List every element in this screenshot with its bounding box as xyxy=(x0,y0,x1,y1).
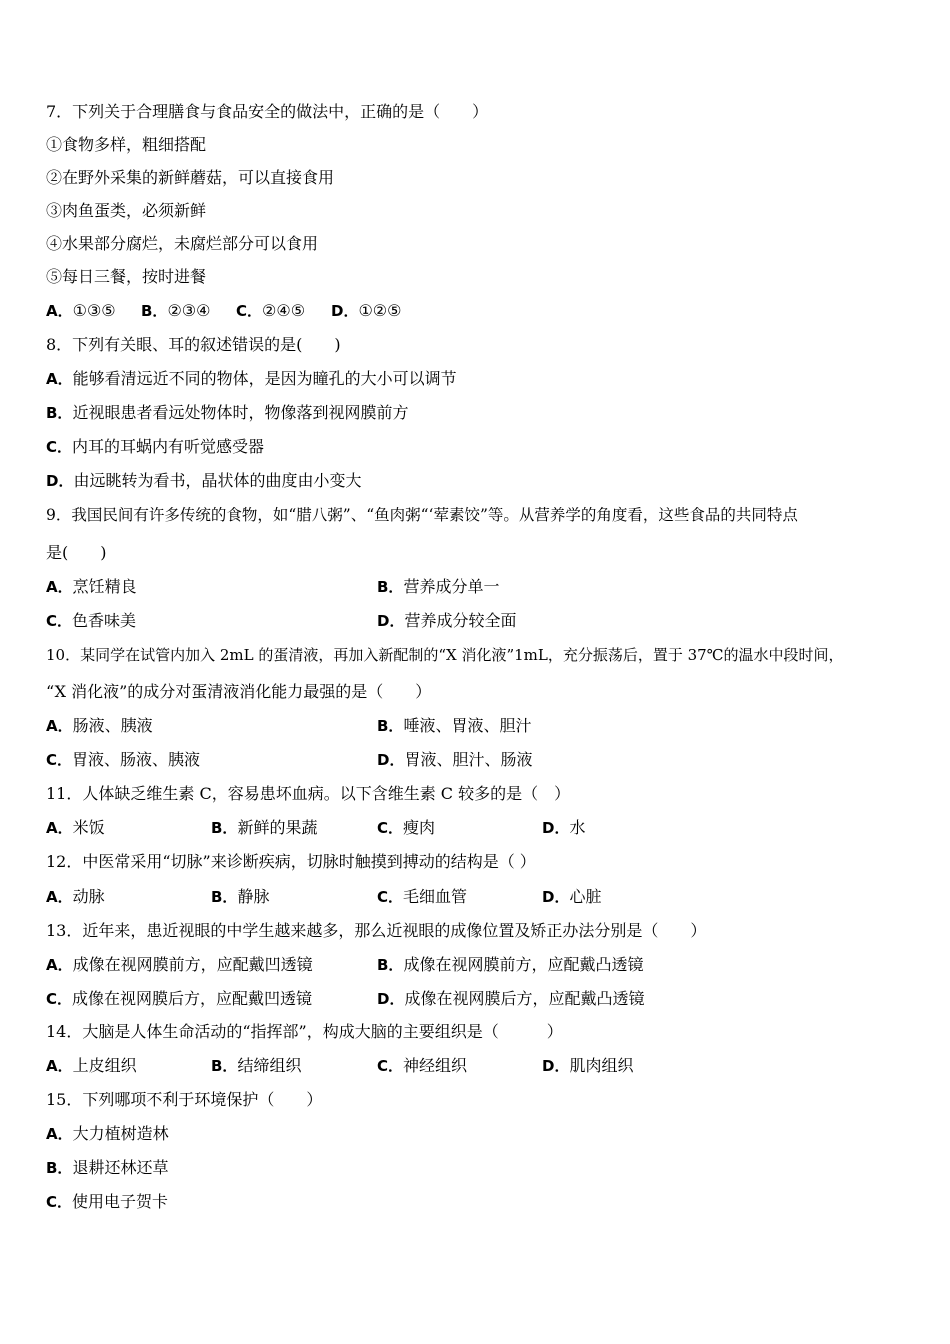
option-text: 大力植树造林 xyxy=(72,1124,169,1143)
q11-option-a xyxy=(46,818,105,838)
option-label: B． xyxy=(141,302,168,320)
q12-stem: 12．中医常采用“切脉”来诊断疾病，切脉时触摸到搏动的结构是（ ） xyxy=(46,852,536,871)
q10-option-c xyxy=(46,750,200,770)
q8-option-b xyxy=(46,403,408,423)
q7-item-2: ②在野外采集的新鲜蘑菇，可以直接食用 xyxy=(46,168,335,187)
option-label: C． xyxy=(46,1193,73,1211)
q8-option-d xyxy=(46,471,361,491)
option-label: D． xyxy=(377,990,405,1008)
q10-option-a xyxy=(46,716,153,736)
q7-option-b xyxy=(141,301,210,321)
q10-stem-line1: 10．某同学在试管内加入 2mL 的蛋清液，再加入新配制的“X 消化液”1mL，充分振荡后，置于 37℃的温水中段时间， xyxy=(46,646,844,664)
option-text: 烹饪精良 xyxy=(72,577,137,596)
option-label: B． xyxy=(211,1057,238,1075)
q12-option-d xyxy=(542,887,601,907)
option-text: 使用电子贺卡 xyxy=(72,1192,169,1211)
option-label: A． xyxy=(46,370,73,388)
option-text: 结缔组织 xyxy=(237,1056,302,1075)
q7-stem: 7．下列关于合理膳食与食品安全的做法中，正确的是（ ） xyxy=(46,102,489,121)
option-label: C． xyxy=(46,990,73,1008)
option-text: 静脉 xyxy=(237,887,270,906)
option-text: 胃液、肠液、胰液 xyxy=(72,750,201,769)
q9-option-d xyxy=(377,611,516,631)
q7-option-d xyxy=(331,301,401,321)
q11-option-b xyxy=(211,818,317,838)
option-text: 内耳的耳蜗内有听觉感受器 xyxy=(72,437,265,456)
option-label: C． xyxy=(46,612,73,630)
option-text: 米饭 xyxy=(72,818,105,837)
option-label: A． xyxy=(46,819,73,837)
q8-option-a xyxy=(46,369,457,389)
option-label: C． xyxy=(377,819,404,837)
option-text: 能够看清远近不同的物体，是因为瞳孔的大小可以调节 xyxy=(72,369,457,388)
q8-option-c xyxy=(46,437,264,457)
q7-item-4: ④水果部分腐烂，未腐烂部分可以食用 xyxy=(46,234,319,253)
option-text: ①③⑤ xyxy=(72,301,116,320)
option-label: C． xyxy=(46,438,73,456)
q14-option-c xyxy=(377,1056,467,1076)
option-text: 心脏 xyxy=(569,887,602,906)
option-label: A． xyxy=(46,956,73,974)
option-text: 成像在视网膜后方，应配戴凹透镜 xyxy=(72,989,313,1008)
option-label: D． xyxy=(377,751,405,769)
q7-item-3: ③肉鱼蛋类，必须新鲜 xyxy=(46,201,207,220)
option-label: A． xyxy=(46,717,73,735)
option-label: C． xyxy=(377,1057,404,1075)
option-label: A． xyxy=(46,1125,73,1143)
q13-option-b xyxy=(377,955,643,975)
q15-option-c xyxy=(46,1192,168,1212)
q9-option-b xyxy=(377,577,499,597)
q14-stem: 14．大脑是人体生命活动的“指挥部”，构成大脑的主要组织是（ ） xyxy=(46,1022,563,1041)
q13-option-c xyxy=(46,989,312,1009)
q11-option-d xyxy=(542,818,585,838)
q9-stem-line2: 是( ) xyxy=(46,543,107,562)
q8-stem: 8．下列有关眼、耳的叙述错误的是( ) xyxy=(46,335,341,354)
option-label: B． xyxy=(211,888,238,906)
option-label: D． xyxy=(331,302,359,320)
q12-option-c xyxy=(377,887,467,907)
q9-option-a xyxy=(46,577,137,597)
option-label: C． xyxy=(236,302,263,320)
q15-option-a xyxy=(46,1124,169,1144)
q14-option-b xyxy=(211,1056,301,1076)
q11-stem: 11．人体缺乏维生素 C，容易患坏血病。以下含维生素 C 较多的是（ ） xyxy=(46,784,571,803)
option-text: 营养成分较全面 xyxy=(404,611,517,630)
option-text: 营养成分单一 xyxy=(403,577,500,596)
q14-option-d xyxy=(542,1056,633,1076)
option-label: A． xyxy=(46,302,73,320)
option-label: B． xyxy=(211,819,238,837)
option-text: 由远眺转为看书，晶状体的曲度由小变大 xyxy=(73,471,362,490)
q10-option-d xyxy=(377,750,532,770)
q7-option-a xyxy=(46,301,116,321)
q14-option-a xyxy=(46,1056,137,1076)
option-text: ②④⑤ xyxy=(262,301,306,320)
q7-item-1: ①食物多样，粗细搭配 xyxy=(46,135,207,154)
option-text: 毛细血管 xyxy=(403,887,468,906)
option-label: A． xyxy=(46,578,73,596)
option-label: A． xyxy=(46,1057,73,1075)
option-text: 色香味美 xyxy=(72,611,137,630)
option-text: 动脉 xyxy=(72,887,105,906)
option-label: B． xyxy=(377,717,404,735)
q7-option-c xyxy=(236,301,305,321)
q15-option-b xyxy=(46,1158,168,1178)
option-text: 成像在视网膜前方，应配戴凹透镜 xyxy=(72,955,313,974)
option-label: D． xyxy=(377,612,405,630)
option-text: 神经组织 xyxy=(403,1056,468,1075)
option-label: C． xyxy=(46,751,73,769)
option-label: D． xyxy=(46,472,74,490)
option-label: D． xyxy=(542,819,570,837)
q9-stem-line1: 9．我国民间有许多传统的食物，如“腊八粥”、“鱼肉粥“‘荤素饺”等。从营养学的角度看，这些食品的共同特点 xyxy=(46,506,798,524)
option-label: D． xyxy=(542,888,570,906)
q13-stem: 13．近年来，患近视眼的中学生越来越多，那么近视眼的成像位置及矫正办法分别是（ ） xyxy=(46,921,707,940)
q11-option-c xyxy=(377,818,435,838)
option-text: 唾液、胃液、胆汁 xyxy=(403,716,532,735)
option-label: D． xyxy=(542,1057,570,1075)
option-label: C． xyxy=(377,888,404,906)
q13-option-d xyxy=(377,989,644,1009)
option-text: 肠液、胰液 xyxy=(72,716,153,735)
option-label: B． xyxy=(46,404,73,422)
option-text: 新鲜的果蔬 xyxy=(237,818,318,837)
q10-option-b xyxy=(377,716,531,736)
q15-stem: 15．下列哪项不利于环境保护（ ） xyxy=(46,1090,323,1109)
option-label: A． xyxy=(46,888,73,906)
option-text: ②③④ xyxy=(167,301,211,320)
option-text: 成像在视网膜前方，应配戴凸透镜 xyxy=(403,955,644,974)
option-label: B． xyxy=(46,1159,73,1177)
option-label: B． xyxy=(377,956,404,974)
option-text: 上皮组织 xyxy=(72,1056,137,1075)
option-text: 退耕还林还草 xyxy=(72,1158,169,1177)
option-text: 肌肉组织 xyxy=(569,1056,634,1075)
option-text: 水 xyxy=(569,818,586,837)
q12-option-a xyxy=(46,887,105,907)
option-text: 胃液、胆汁、肠液 xyxy=(404,750,533,769)
option-text: 近视眼患者看远处物体时，物像落到视网膜前方 xyxy=(72,403,409,422)
option-text: 成像在视网膜后方，应配戴凸透镜 xyxy=(404,989,645,1008)
q7-item-5: ⑤每日三餐，按时进餐 xyxy=(46,267,207,286)
q9-option-c xyxy=(46,611,136,631)
q10-stem-line2: “X 消化液”的成分对蛋清液消化能力最强的是（ ） xyxy=(46,682,432,701)
q13-option-a xyxy=(46,955,313,975)
option-label: B． xyxy=(377,578,404,596)
option-text: ①②⑤ xyxy=(358,301,402,320)
option-text: 瘦肉 xyxy=(403,818,436,837)
q12-option-b xyxy=(211,887,269,907)
